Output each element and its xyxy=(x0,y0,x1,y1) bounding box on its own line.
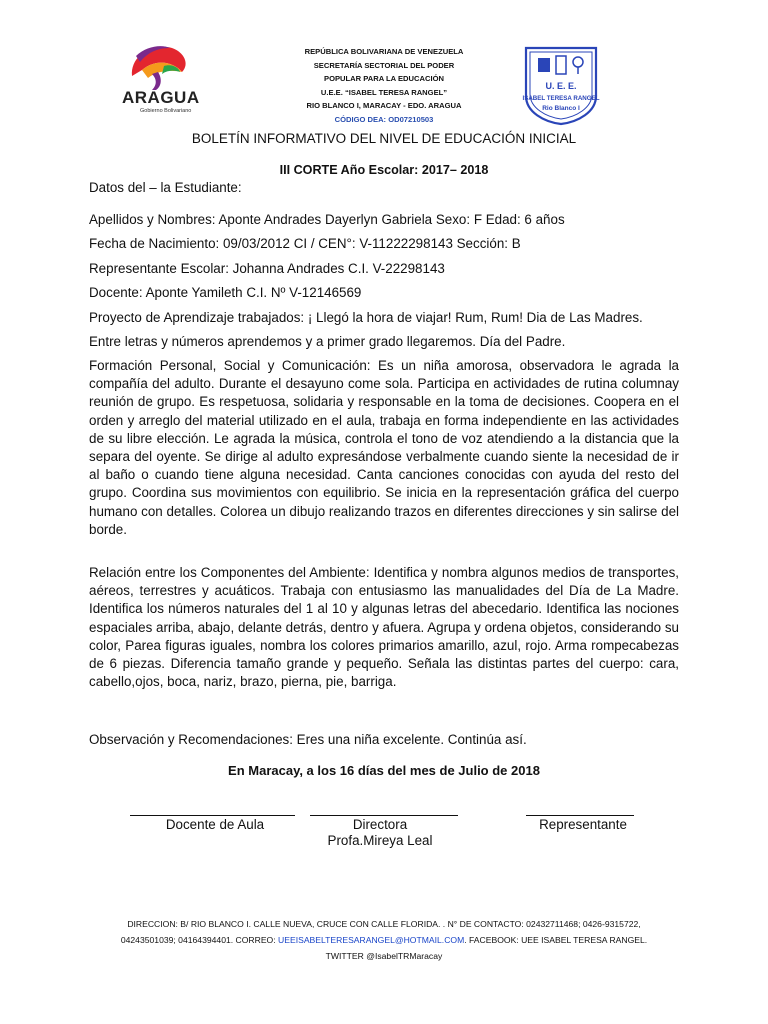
learning-project-continued: Entre letras y números aprendemos y a primer grado llegaremos. Día del Padre. xyxy=(89,334,566,349)
school-logo-top-text: U. E. E. xyxy=(545,81,577,91)
date-line: En Maracay, a los 16 días del mes de Julio de 2018 xyxy=(228,763,540,778)
document-title: BOLETÍN INFORMATIVO DEL NIVEL DE EDUCACIÓN INICIAL xyxy=(191,131,577,146)
document-subtitle: III CORTE Año Escolar: 2017– 2018 xyxy=(279,163,489,177)
footer-email-link[interactable]: UEEISABELTERESARANGEL@HOTMAIL.COM xyxy=(278,935,465,946)
signature-line-director xyxy=(310,815,458,816)
signature-label-director: Directora xyxy=(352,817,408,832)
student-heading: Datos del – la Estudiante: xyxy=(89,180,242,195)
dea-code: CÓDIGO DEA: OD07210503 xyxy=(334,114,434,124)
observacion-text: Observación y Recomendaciones: Eres una niña excelente. Continúa así. xyxy=(89,732,527,747)
formacion-paragraph: Formación Personal, Social y Comunicación: Es un niña amorosa, observadora le agrada la compañía del adulto. Durante el desayuno come sola. Participa en actividades de rutina columnay reunión de grupo. Es respetuosa, solidaria y responsable en la toma de decisiones. Coopera en el orden y arreglo del material utilizado en el aula, trabaja en forma independiente en las actividades de su libre elección. Le agrada la música, controla el tono de voz atendiendo a la distancia que la separa del oyente. Se dirige al adulto expresándose verbalmente cuando siente la necesidad de ir al baño o cuando tiene alguna necesidad. Canta canciones conocidas con ayuda del resto del grupo. Coordina sus movimientos con equilibrio. Se inicia en la representación gráfica del cuerpo humano con detalles. Colorea un dibujo realizando trazos en diferentes direcciones y sin salirse del borde. xyxy=(89,358,679,537)
school-logo-bottom-text: Rio Blanco I xyxy=(542,105,580,112)
signature-line-representative xyxy=(526,815,634,816)
student-representative: Representante Escolar: Johanna Andrades C.I. V-22298143 xyxy=(89,261,445,276)
signature-label-representative: Representante xyxy=(539,817,627,832)
footer xyxy=(60,916,708,965)
school-logo xyxy=(520,42,602,126)
header-line: RIO BLANCO I, MARACAY - EDO. ARAGUA xyxy=(306,101,462,111)
student-teacher: Docente: Aponte Yamileth C.I. Nº V-12146569 xyxy=(89,285,362,300)
signature-label-teacher: Docente de Aula xyxy=(165,817,265,832)
institution-header xyxy=(254,45,514,127)
aragua-emblem-icon xyxy=(112,36,208,92)
director-name: Profa.Mireya Leal xyxy=(327,833,433,848)
footer-facebook: . FACEBOOK: UEE ISABEL TERESA RANGEL. xyxy=(464,935,648,946)
signature-line-teacher xyxy=(130,815,295,816)
relacion-paragraph: Relación entre los Componentes del Ambiente: Identifica y nombra algunos medios de transportes, aéreos, terrestres y acuáticos. Trabaja con entusiasmo las manualidades del Día de La Madre. Identifica los números naturales del 1 al 10 y algunas letras del abecedario. Identifica las nociones espaciales arriba, abajo, delante detrás, dentro y afuera. Agrupa y ordena objetos, considerando su color, Parea figuras iguales, nombra los colores primarios amarillo, azul, rojo. Arma rompecabezas de 6 piezas. Diferencia tamaño grande y pequeño. Señala las distintas partes del cuerpo: cara, cabello,ojos, boca, nariz, brazo, pierna, pie, barriga. xyxy=(89,565,679,690)
footer-twitter: TWITTER @IsabelTRMaracay xyxy=(325,951,443,962)
school-crest-icon xyxy=(520,42,602,126)
student-birth: Fecha de Nacimiento: 09/03/2012 CI / CEN°: V-11222298143 Sección: B xyxy=(89,236,521,251)
footer-address: DIRECCION: B/ RIO BLANCO I. CALLE NUEVA, CRUCE CON CALLE FLORIDA. . N° DE CONTACTO: 02432711468; 0426-9315722, xyxy=(127,919,641,929)
aragua-logo-subtext: Gobierno Bolivariano xyxy=(140,108,192,114)
header-line: REPÚBLICA BOLIVARIANA DE VENEZUELA xyxy=(304,47,464,56)
school-logo-name-text: ISABEL TERESA RANGEL xyxy=(522,95,600,102)
learning-project: Proyecto de Aprendizaje trabajados: ¡ Llegó la hora de viajar! Rum, Rum! Dia de Las Madres. xyxy=(89,310,643,325)
header-line: POPULAR PARA LA EDUCACIÓN xyxy=(324,74,444,84)
header-line: U.E.E. “ISABEL TERESA RANGEL” xyxy=(320,87,448,97)
aragua-logo-text: ARAGUA xyxy=(122,88,200,107)
footer-contact xyxy=(60,932,708,948)
footer-contact-prefix: 04243501039; 04164394401. CORREO: xyxy=(120,935,279,946)
aragua-logo xyxy=(112,36,208,126)
student-names: Apellidos y Nombres: Aponte Andrades Dayerlyn Gabriela Sexo: F Edad: 6 años xyxy=(89,212,565,227)
header-line: SECRETARÍA SECTORIAL DEL PODER xyxy=(313,60,455,70)
